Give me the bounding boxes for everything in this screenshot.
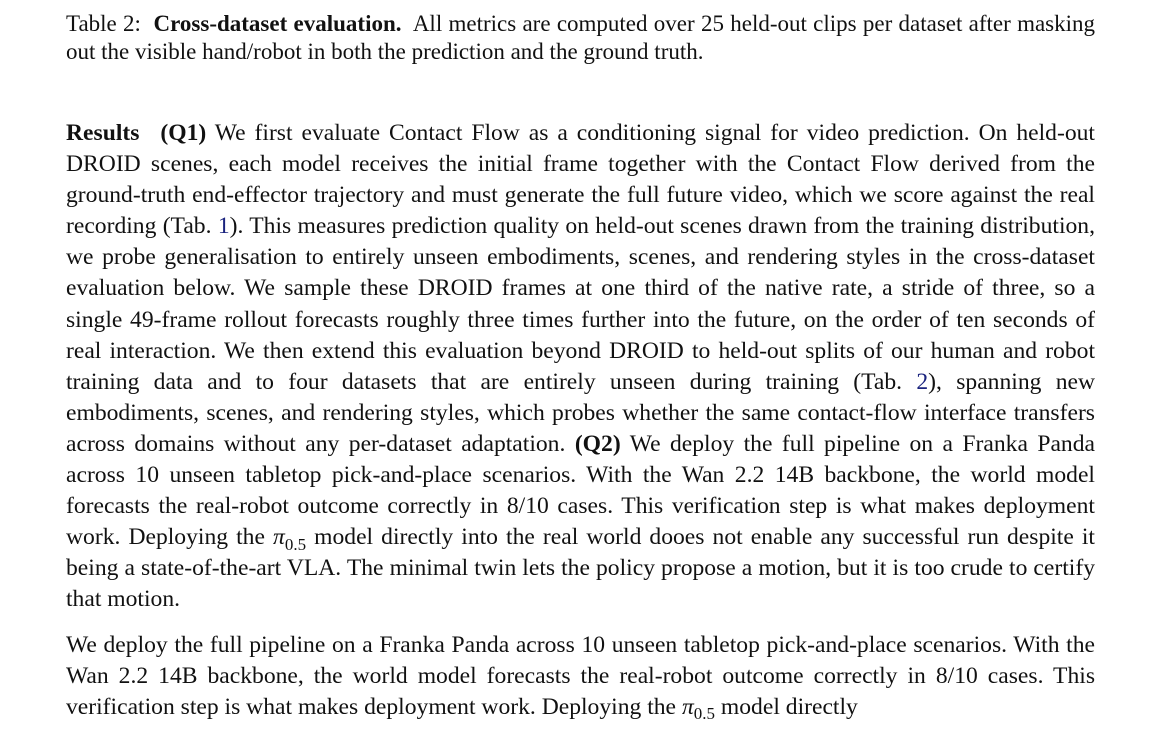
table-1-reference[interactable]: 1: [217, 213, 230, 240]
deployment-text-a: We deploy the full pipeline on a Franka Panda across 10 unseen tabletop pick-and-place scenarios. With the Wan 2.2 14B backbone, the world model forecasts the real-robot outcome correctly in 8/10 cases. This verification step is what makes deployment work. Deploying the: [66, 631, 1095, 720]
table-2-reference[interactable]: 2: [916, 368, 929, 395]
results-text-e: model directly into the real world dooes not enable any successful run despite it being a state-of-the-art VLA. The minimal twin lets the policy propose a motion, but it is too crude to certify that motion.: [66, 524, 1095, 613]
caption-text: All metrics are computed over 25 held-out clips per dataset after masking out the visible hand/robot in both the prediction and the ground truth.: [66, 11, 1096, 64]
paper-page: [66, 0, 1095, 723]
q2-marker: (Q2): [574, 430, 621, 457]
results-paragraph: [66, 118, 1095, 616]
results-text-b: ). This measures prediction quality on held-out scenes drawn from the training distribution, we probe generalisation to entirely unseen embodiments, scenes, and rendering styles in the cross-dataset evaluation below. We sample these DROID frames at one third of the native rate, a stride of three, so a single 49-frame rollout forecasts roughly three times further into the future, on the order of ten seconds of real interaction. We then extend this evaluation beyond DROID to held-out splits of our human and robot training data and to four datasets that are entirely unseen during training (Tab.: [66, 213, 1095, 395]
pi-subscript-2: 0.5: [693, 704, 715, 724]
deployment-paragraph: [66, 630, 1095, 723]
caption-label: Table 2:: [66, 11, 141, 36]
caption-title: Cross-dataset evaluation.: [153, 11, 402, 36]
results-text-c: ), spanning new embodiments, scenes, and rendering styles, which probes whether the same contact-flow interface transfers across domains without any per-dataset adaptation.: [66, 368, 1096, 457]
pi-symbol: π: [273, 524, 285, 551]
pi-symbol-2: π: [681, 693, 694, 720]
table-caption: [66, 0, 1095, 66]
results-heading: Results: [66, 120, 140, 146]
q1-marker: (Q1): [160, 120, 207, 146]
results-text-d: We deploy the full pipeline on a Franka Panda across 10 unseen tabletop pick-and-place scenarios. With the Wan 2.2 14B backbone, the world model forecasts the real-robot outcome correctly in 8/10 cases. This verification step is what makes deployment work. Deploying the: [66, 430, 1095, 551]
pi-policy-symbol-2: [681, 693, 715, 724]
deployment-text-b: model directly: [720, 693, 858, 720]
results-text-a: We first evaluate Contact Flow as a conditioning signal for video prediction. On held-out DROID scenes, each model receives the initial frame together with the Contact Flow derived from the ground-truth end-effector trajectory and must generate the full future video, which we score against the real recording (Tab.: [66, 120, 1095, 240]
pi-policy-symbol: [273, 524, 307, 554]
pi-subscript: 0.5: [284, 534, 307, 554]
